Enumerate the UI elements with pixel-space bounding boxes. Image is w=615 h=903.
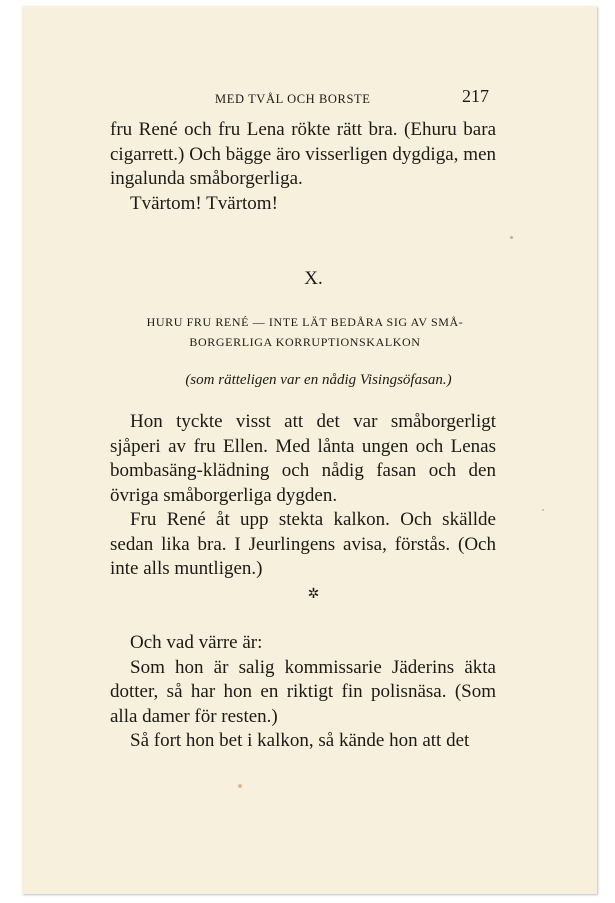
opening-text: [110, 118, 496, 216]
opening-exclamation: Tvärtom! Tvärtom!: [130, 192, 278, 214]
running-header: [22, 86, 597, 110]
body-paragraph: Fru René åt upp stekta kalkon. Och skällde sedan lika bra. I Jeurlingens avisa, förstås. (Och inte alls muntligen.): [110, 509, 496, 579]
paper-speck: [510, 236, 513, 239]
opening-paragraph: fru René och fru Lena rökte rätt bra. (Ehuru bara cigarrett.) Och bägge äro visserligen dygdiga, men ingalunda småborgerliga.: [110, 119, 496, 189]
chapter-numeral: X.: [304, 268, 323, 289]
closing-paragraph: Så fort hon bet i kalkon, så kände hon att det: [130, 730, 470, 751]
paper-speck: [238, 784, 242, 788]
chapter-heading-line-1: HURU FRU RENÉ — INTE LÄT BEDÅRA SIG AV SMÅ-: [146, 315, 464, 329]
closing-paragraph: Och vad värre är:: [130, 632, 263, 653]
chapter-body: [110, 410, 496, 582]
chapter-heading: [110, 312, 500, 352]
closing-paragraph: Som hon är salig kommissarie Jäderins äkta dotter, så har hon en riktigt fin polisnäsa. (Som alla damer för resten.): [110, 656, 496, 727]
chapter-heading-line-2: BORGERLIGA KORRUPTIONSKALKON: [189, 335, 421, 349]
closing-text: [110, 631, 496, 754]
body-paragraph: Hon tyckte visst att det var småborgerligt sjåperi av fru Ellen. Med lånta ungen och Lenas bombasäng-klädning och nådig fasan och den övriga småborgerliga dygden.: [110, 411, 496, 506]
section-separator: ✲: [307, 587, 320, 602]
page-number: 217: [462, 86, 489, 106]
paper-speck: [542, 509, 544, 511]
running-title: MED TVÅL OCH BORSTE: [215, 92, 371, 106]
chapter-subtitle: (som rätteligen var en nådig Visingsöfasan.): [185, 372, 452, 388]
book-page: [22, 6, 597, 894]
